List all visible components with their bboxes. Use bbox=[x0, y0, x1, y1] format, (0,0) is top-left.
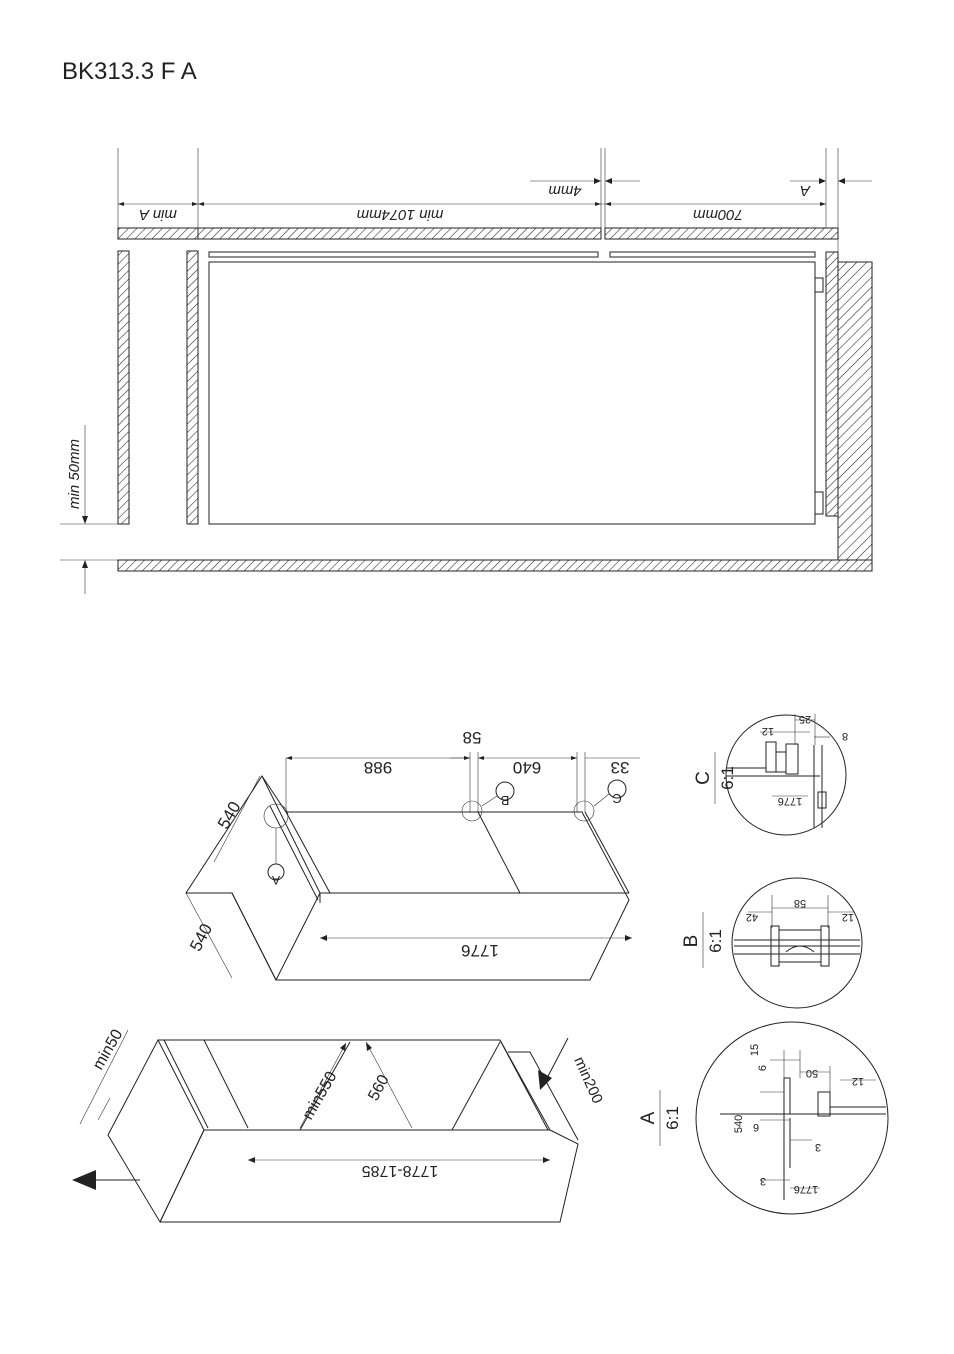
detail-c bbox=[693, 713, 848, 835]
detail-a bbox=[638, 1022, 888, 1214]
dim-min50: min50 bbox=[89, 1026, 127, 1073]
dim-58: 58 bbox=[462, 728, 482, 747]
top-view-plan bbox=[60, 148, 872, 594]
dim-560: 560 bbox=[365, 1072, 393, 1104]
callout-a: A bbox=[271, 873, 281, 887]
callout-c: C bbox=[612, 791, 622, 806]
detail-c-12: 12 bbox=[761, 725, 775, 737]
detail-a-6-mid: 6 bbox=[752, 1121, 760, 1133]
dim-min-1074mm: min 1074mm bbox=[356, 206, 444, 223]
dim-988: 988 bbox=[363, 758, 393, 777]
detail-c-8: 8 bbox=[841, 730, 849, 742]
detail-b-scale: 6:1 bbox=[706, 929, 725, 953]
dim-min200: min200 bbox=[570, 1054, 606, 1107]
dim-1778-1785: 1778-1785 bbox=[361, 1162, 439, 1179]
dim-4mm: 4mm bbox=[548, 182, 582, 199]
detail-a-1776: 1776 bbox=[793, 1183, 819, 1195]
callout-b: B bbox=[500, 793, 510, 808]
detail-c-1776: 1776 bbox=[777, 795, 803, 807]
detail-a-3-right: 3 bbox=[814, 1141, 822, 1153]
isometric-view bbox=[186, 728, 640, 980]
niche-view bbox=[72, 1027, 606, 1222]
detail-a-12: 12 bbox=[851, 1075, 865, 1087]
dim-540-side: 540 bbox=[186, 920, 217, 955]
dim-33: 33 bbox=[610, 758, 630, 777]
detail-b-42: 42 bbox=[745, 911, 759, 923]
detail-c-25: 25 bbox=[798, 713, 812, 725]
dim-540-top: 540 bbox=[213, 798, 245, 833]
detail-a-6-top: 6 bbox=[757, 1064, 769, 1072]
dim-min550: min550 bbox=[299, 1068, 341, 1123]
detail-a-label: A bbox=[638, 1111, 659, 1125]
dim-min-a: min A bbox=[139, 206, 177, 223]
detail-a-15: 15 bbox=[749, 1043, 761, 1057]
dim-1776: 1776 bbox=[461, 941, 499, 960]
detail-c-label: C bbox=[693, 771, 714, 785]
dim-min-50mm: min 50mm bbox=[66, 438, 83, 510]
detail-b bbox=[681, 878, 862, 1008]
detail-b-58: 58 bbox=[793, 897, 807, 909]
detail-a-540: 540 bbox=[733, 1114, 745, 1134]
dim-640: 640 bbox=[512, 758, 542, 777]
detail-b-12: 12 bbox=[841, 911, 855, 923]
detail-b-label: B bbox=[681, 934, 702, 948]
page-title: BK313.3 F A bbox=[62, 58, 197, 85]
detail-a-3-left: 3 bbox=[759, 1175, 767, 1187]
detail-c-scale: 6:1 bbox=[718, 766, 737, 790]
detail-a-50: 50 bbox=[805, 1067, 819, 1079]
dim-a-right: A bbox=[799, 182, 811, 199]
dim-700mm: 700mm bbox=[692, 206, 744, 223]
detail-a-scale: 6:1 bbox=[663, 1106, 682, 1130]
